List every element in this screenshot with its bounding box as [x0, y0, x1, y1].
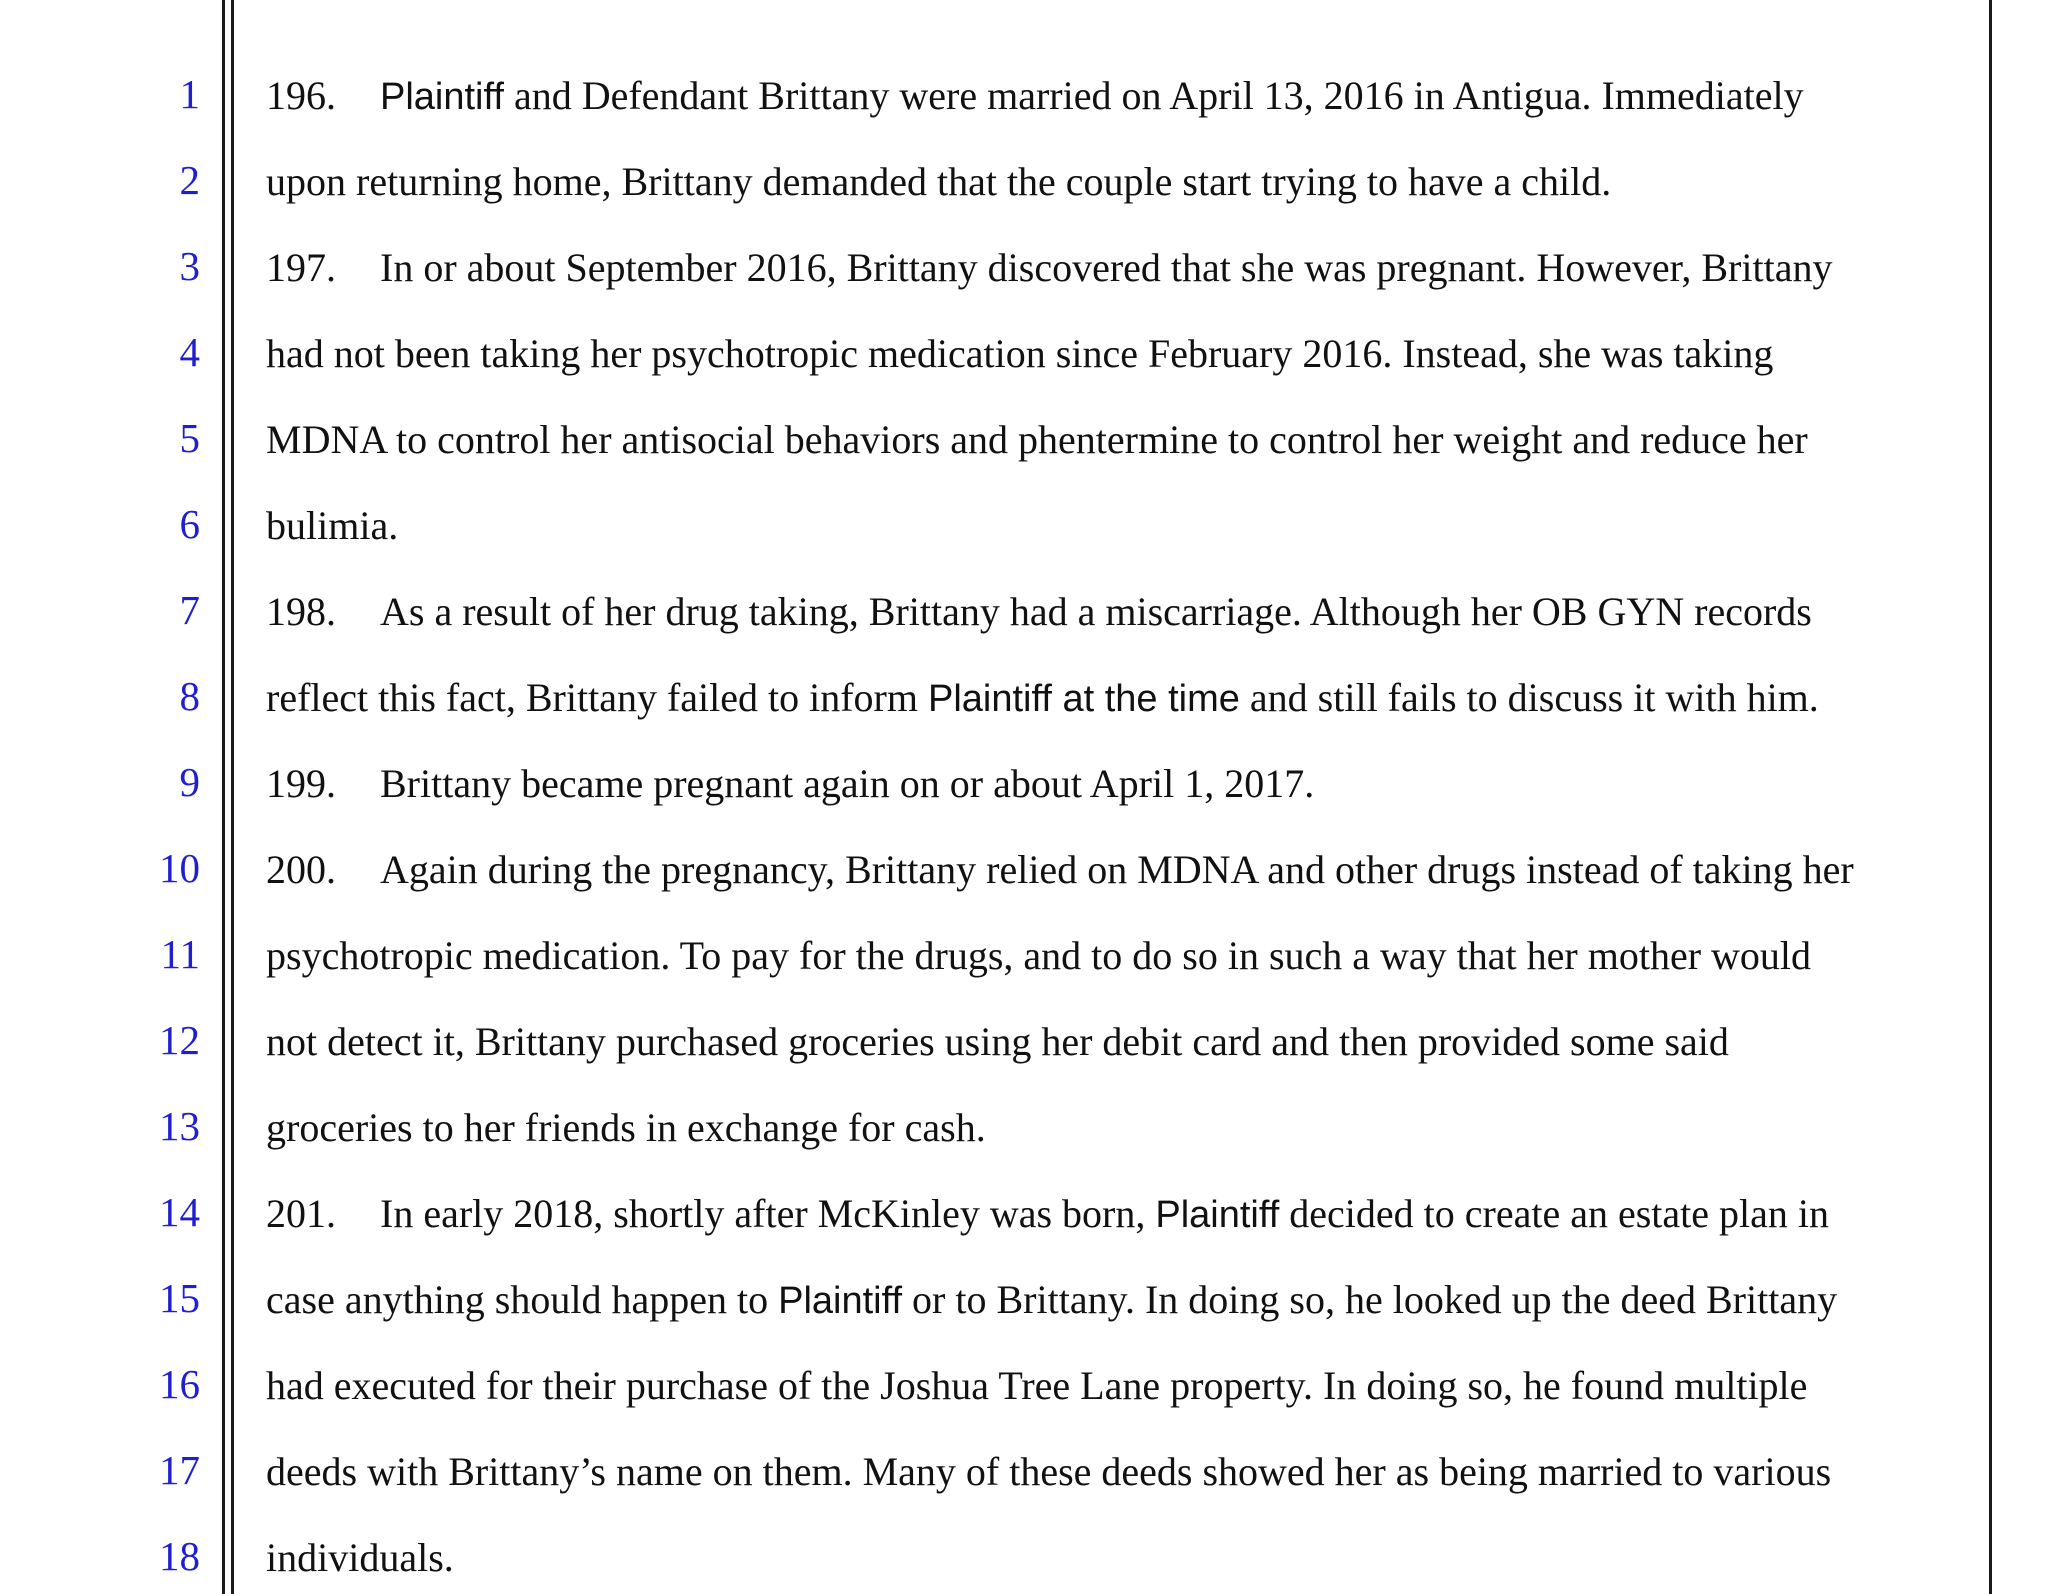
line-number: 8 [179, 673, 200, 719]
paragraph-198-line-2 [266, 675, 1819, 720]
party-name: Plaintiff at the time [928, 678, 1240, 720]
line-number: 14 [159, 1189, 200, 1235]
text-run: not detect it, Brittany purchased groceries using her debit card and then provided some said [266, 1019, 1729, 1064]
paragraph-196-line-2 [266, 159, 1612, 204]
line-number: 9 [179, 759, 200, 805]
paragraph-196-line-1 [266, 73, 1804, 118]
left-margin-rule-inner [231, 0, 234, 1594]
line-number: 17 [159, 1447, 200, 1493]
paragraph-201-line-5 [266, 1535, 454, 1580]
paragraph-197-line-2 [266, 331, 1774, 376]
party-name: Plaintiff [1155, 1194, 1280, 1236]
text-run: deeds with Brittany’s name on them. Many of these deeds showed her as being married to various [266, 1449, 1832, 1494]
line-number: 18 [159, 1533, 200, 1579]
text-run: Brittany became pregnant again on or about April 1, 2017. [380, 761, 1315, 806]
line-number: 2 [179, 157, 200, 203]
text-run: As a result of her drug taking, Brittany had a miscarriage. Although her OB GYN records [380, 589, 1812, 634]
left-margin-rule [222, 0, 225, 1594]
text-run: individuals. [266, 1535, 454, 1580]
text-run: bulimia. [266, 503, 399, 548]
text-run: case anything should happen to [266, 1277, 779, 1322]
right-margin-rule [1989, 0, 1992, 1594]
text-run: had executed for their purchase of the Joshua Tree Lane property. In doing so, he found multiple [266, 1363, 1808, 1408]
text-run: reflect this fact, Brittany failed to inform [266, 675, 928, 720]
line-number: 6 [179, 501, 200, 547]
text-run: upon returning home, Brittany demanded that the couple start trying to have a child. [266, 159, 1612, 204]
line-number: 4 [179, 329, 200, 375]
paragraph-number: 198. [266, 589, 336, 634]
paragraph-197-line-4 [266, 503, 399, 548]
line-number: 11 [160, 931, 200, 977]
paragraph-201-line-3 [266, 1363, 1808, 1408]
text-run: had not been taking her psychotropic medication since February 2016. Instead, she was taking [266, 331, 1774, 376]
paragraph-197-line-3 [266, 417, 1808, 462]
line-number: 5 [179, 415, 200, 461]
line-number: 10 [159, 845, 200, 891]
paragraph-200-line-2 [266, 933, 1812, 978]
paragraph-number: 197. [266, 245, 336, 290]
line-number: 16 [159, 1361, 200, 1407]
paragraph-number: 201. [266, 1191, 336, 1236]
paragraph-number: 199. [266, 761, 336, 806]
paragraph-201-line-1 [266, 1191, 1830, 1236]
line-number: 13 [159, 1103, 200, 1149]
paragraph-number: 200. [266, 847, 336, 892]
line-number: 3 [179, 243, 200, 289]
party-name: Plaintiff [778, 1280, 903, 1322]
text-run: decided to create an estate plan in [1279, 1191, 1830, 1236]
text-run: psychotropic medication. To pay for the drugs, and to do so in such a way that her mother would [266, 933, 1812, 978]
line-number: 12 [159, 1017, 200, 1063]
party-name: Plaintiff [380, 76, 504, 118]
text-run: MDNA to control her antisocial behaviors and phentermine to control her weight and reduce her [266, 417, 1808, 462]
paragraph-200-line-4 [266, 1105, 986, 1150]
paragraph-197-line-1 [266, 245, 1833, 290]
line-number: 1 [179, 71, 200, 117]
line-number: 7 [179, 587, 200, 633]
paragraph-201-line-2 [266, 1277, 1838, 1322]
text-run: In or about September 2016, Brittany discovered that she was pregnant. However, Brittany [380, 245, 1833, 290]
paragraph-201-line-4 [266, 1449, 1832, 1494]
text-run: Again during the pregnancy, Brittany relied on MDNA and other drugs instead of taking her [380, 847, 1854, 892]
line-number: 15 [159, 1275, 200, 1321]
paragraph-199-line-1 [266, 761, 1315, 806]
paragraph-number: 196. [266, 73, 336, 118]
text-run: or to Brittany. In doing so, he looked up the deed Brittany [902, 1277, 1838, 1322]
paragraph-198-line-1 [266, 589, 1812, 634]
text-run: groceries to her friends in exchange for cash. [266, 1105, 986, 1150]
paragraph-200-line-1 [266, 847, 1854, 892]
text-run: In early 2018, shortly after McKinley was born, [380, 1191, 1156, 1236]
text-run: and Defendant Brittany were married on April 13, 2016 in Antigua. Immediately [503, 73, 1804, 118]
text-run: and still fails to discuss it with him. [1239, 675, 1819, 720]
paragraph-200-line-3 [266, 1019, 1729, 1064]
